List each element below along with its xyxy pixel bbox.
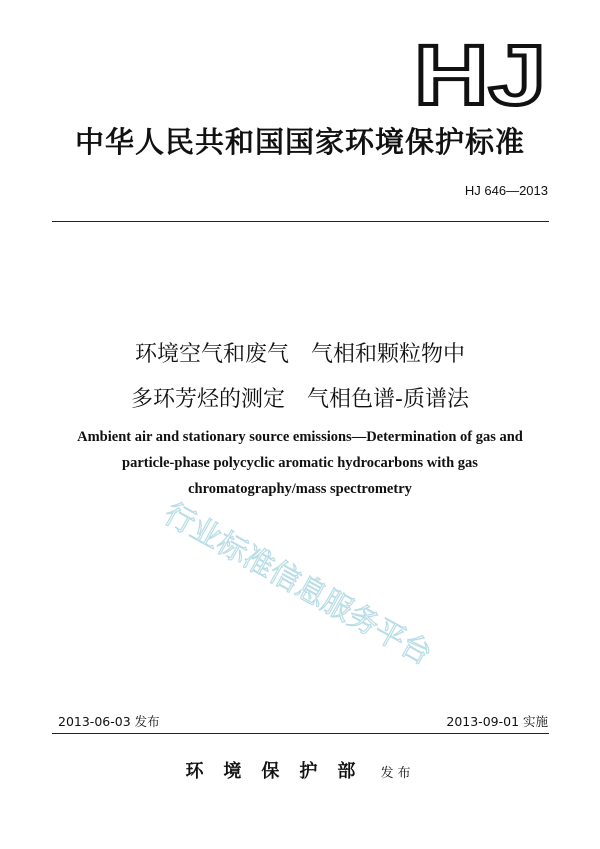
watermark-text: 行业标准信息服务平台 (158, 500, 438, 673)
bottom-divider (52, 733, 549, 734)
issuer (0, 757, 600, 783)
chinese-title-line-1: 环境空气和废气 气相和颗粒物中 (134, 342, 465, 367)
hj-logo-graphic (410, 38, 550, 110)
english-title-line-3: chromatography/mass spectrometry (188, 481, 412, 497)
top-divider (52, 221, 549, 222)
organization-title: 中华人民共和国国家环境保护标准 (74, 125, 525, 159)
english-title-line-1: Ambient air and stationary source emissions—Determination of gas and (77, 429, 523, 445)
issue-date: 2013-06-03 发布 (58, 714, 160, 729)
issuer-suffix: 发布 (380, 766, 415, 781)
issuer-name: 环境保护部 (185, 761, 376, 782)
chinese-title-line-2: 多环芳烃的测定 气相色谱-质谱法 (131, 387, 469, 412)
watermark-graphic (150, 500, 490, 710)
english-title-line-2: particle-phase polycyclic aromatic hydrocarbons with gas (122, 455, 478, 471)
hj-logo (410, 38, 550, 110)
hj-logo-text: HJ (414, 38, 546, 110)
implementation-date: 2013-09-01 实施 (446, 714, 548, 729)
standard-number: HJ 646—2013 (464, 183, 548, 198)
watermark (150, 500, 490, 710)
